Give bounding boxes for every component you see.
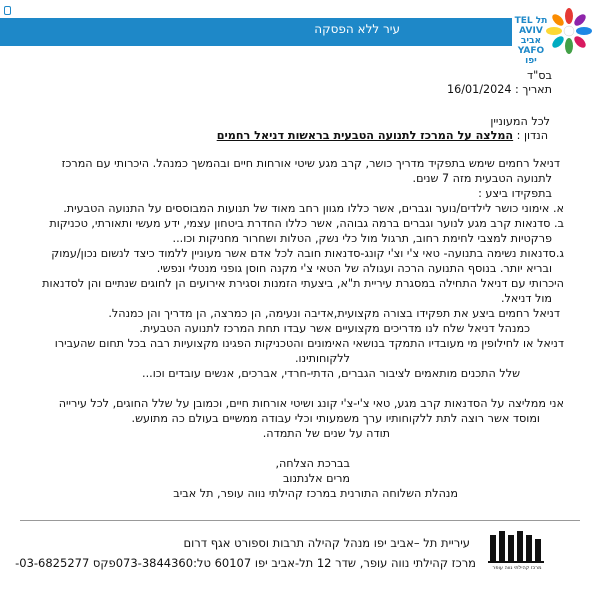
- document-icon: [4, 6, 11, 15]
- paragraph-line: לתנועה הטבעית מזה 7 שנים.: [412, 172, 552, 185]
- date-line: [447, 82, 552, 97]
- signer-title: מנהלת השלוחה התורנית במרכז קהילתי נווה עופר, תל אביב: [173, 487, 458, 500]
- greeting: לכל המעוניין: [490, 115, 550, 128]
- logo-flower-icon: [546, 6, 592, 56]
- date-value: 16/01/2024: [446, 83, 512, 96]
- paragraph-line: פרקטיות למצבי לחימת רחוב, תרגול מול כלי נשק, הטלות ושחרור מחניקות וכו...: [172, 232, 552, 245]
- paragraph-line: ב. סדנאות קרב מגע לנוער וגברים ברמה גבוהה, אשר כללו החדרת ביטחון עצמי, ידע מעשי ותאורתי, טכניקות: [49, 217, 564, 230]
- paragraph-line: תודה על שנים של התמדה.: [262, 427, 390, 440]
- paragraph-line: דניאל או לחילופין מי מעובדיו התמקד בנושאי האימונים והטכניקות הפגינו מקצועיות רבה בכל תחום שהעבירו: [54, 337, 564, 350]
- signer-name: מרים אלנתנוב: [282, 472, 350, 485]
- footer-line-1: עיריית תל –אביב יפו מנהל קהילה תרבות וספורט אגף דרום: [183, 536, 470, 550]
- paragraph-line: מול דניאל.: [500, 292, 552, 305]
- paragraph-line: שלל התכנים מותאמים לציבור הגברים, הדתי-חרדי, אברכים, אנשים עובדים וכו...: [142, 367, 520, 380]
- letterhead: [0, 0, 600, 66]
- paragraph-line: היכרותי עם דניאל התחילה במסגרת עיריית ת"א, ביצעתי הזמנות וסגירת אירועים הן לחוגים שנתיים והן לסדנאות: [42, 277, 564, 290]
- paragraph-line: אני ממליצה על הסדנאות קרב מגע, טאי צ'י-צ'י קונג ושיטי אורחות חיים, וכמובן על שלל החוגים, לכל עירייה: [58, 397, 564, 410]
- paragraph-line: ובריא יותר. בנוסף התנועה הרכה ועגולה של הטאי צ'י מקנה חוסן גופני מנטלי ונפשי.: [156, 262, 552, 275]
- paragraph-line: ומוסד אשר רוצה לתת ללקוחותיו ערך משמעותי וכלי עבודה ממשיים בעולם כה מתועש.: [131, 412, 540, 425]
- subject-label: הנדון :: [513, 129, 548, 142]
- paragraph-line: ג.סדנאות נשימה בתנועה- טאי צ'י וצ'י קונג-סדנאות חובה לכל אדם אשר מעוניין ללמוד כיצד לנשום נכון/עמוק: [51, 247, 564, 260]
- footer-divider: [20, 520, 580, 521]
- community-center-logo: [482, 527, 552, 587]
- paragraph-line: דניאל רחמים ביצע את תפקידו בצורה מקצועית,אדיבה ונעימה, הן כמרצה, הן מדריך והן כמנהל.: [108, 307, 560, 320]
- logo-caption: מרכז קהילתי נווה עופר: [492, 565, 542, 571]
- subject-text: המלצה על המרכז לתנועה הטבעית בראשות דניאל רחמים: [216, 129, 514, 142]
- paragraph-line: דניאל רחמים שימש בתפקיד מדריך כושר, קרב מגע שיטי אורחות חיים ובהמשך כמנהל. היכרותי עם המרכז: [61, 157, 560, 170]
- signoff: בברכת הצלחה,: [275, 457, 350, 470]
- paragraph-line: בתפקידו ביצע :: [478, 187, 552, 200]
- date-label: תאריך :: [515, 83, 552, 96]
- subject-line: [217, 128, 548, 143]
- logo-wordmark: TEL תל AVIV אביב YAFO יפו: [514, 16, 548, 66]
- paragraph-line: כמנהל דניאל שלח לנו מדריכים מקצועיים אשר עבדו תחת המרכז לתנועה הטבעית.: [139, 322, 530, 335]
- tel-aviv-yafo-logo: [506, 4, 596, 66]
- besd-mark: בס"ד: [527, 69, 552, 82]
- paragraph-line: א. אימוני כושר לילדים/נוער וגברים, אשר כללו מגוון רחב מאוד של תנועות המבוססים על התנועה הטבעית.: [63, 202, 564, 215]
- city-slogan: עיר ללא הפסקה: [314, 22, 400, 36]
- paragraph-line: ללקוחותינו.: [295, 352, 350, 365]
- footer-line-2: מרכז קהילתי נווה עופר, שדר 12 תל-אביב יפו 60107 טל:073-3844360פקס 03-6825277-: [15, 556, 476, 570]
